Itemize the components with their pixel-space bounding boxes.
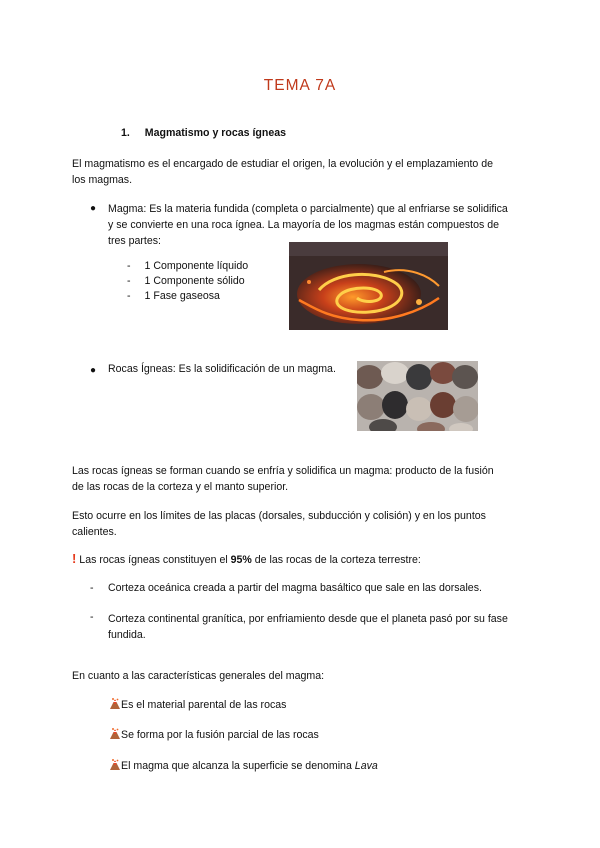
list-item-label: 1 Fase gaseosa <box>144 290 220 302</box>
occurrence-line: calientes. <box>72 526 117 538</box>
igneous-rocks-image <box>357 361 478 431</box>
intro-line: los magmas. <box>72 174 133 186</box>
magma-line: Magma: Es la materia fundida (completa o parcialmente) que al enfriarse se solidifica <box>108 203 508 215</box>
exclamation-icon: ! <box>72 551 77 566</box>
lava-term: Lava <box>354 760 378 772</box>
formation-line: Las rocas ígneas se forman cuando se enfría y solidifica un magma: producto de la fusión <box>72 465 494 477</box>
dash: - <box>90 611 94 623</box>
corteza-line: fundida. <box>108 629 146 641</box>
corteza-continental <box>108 611 538 643</box>
bullet-dot: ● <box>90 203 97 214</box>
magma-line: y se convierte en una roca ígnea. La mayoría de los magmas están compuestos de <box>108 219 500 231</box>
formation-line: de las rocas de la corteza y el manto superior. <box>72 481 289 493</box>
dash: - <box>127 260 131 272</box>
formation-paragraph <box>72 463 528 495</box>
list-item <box>127 289 248 304</box>
characteristic-item <box>110 728 319 741</box>
list-item-label: 1 Componente líquido <box>144 260 249 272</box>
percentage-post: de las rocas de la corteza terrestre: <box>251 554 421 566</box>
volcano-icon <box>110 759 120 770</box>
occurrence-paragraph <box>72 508 528 540</box>
bullet-dot: ● <box>90 365 97 376</box>
magma-line: tres partes: <box>108 235 161 247</box>
section-heading <box>121 127 286 139</box>
percentage-value: 95% <box>230 554 252 566</box>
characteristics-intro: En cuanto a las características generales del magma: <box>72 670 325 682</box>
dash: - <box>90 582 94 594</box>
section-number: 1. <box>121 127 130 139</box>
volcano-icon <box>110 728 120 739</box>
characteristic-label: Se forma por la fusión parcial de las rocas <box>121 729 319 741</box>
intro-paragraph <box>72 156 528 188</box>
volcano-icon <box>110 698 120 709</box>
intro-line: El magmatismo es el encargado de estudiar el origen, la evolución y el emplazamiento de <box>72 158 494 170</box>
lava-flow-image <box>289 242 448 330</box>
characteristic-item <box>110 759 378 772</box>
dash: - <box>127 275 131 287</box>
magma-parts-list <box>127 259 248 304</box>
occurrence-line: Esto ocurre en los límites de las placas (dorsales, subducción y colisión) y en los puntos <box>72 510 486 522</box>
characteristic-label: El magma que alcanza la superficie se denomina <box>121 760 355 772</box>
list-item <box>127 259 248 274</box>
list-item <box>127 274 248 289</box>
percentage-pre: Las rocas ígneas constituyen el <box>79 554 231 566</box>
list-item-label: 1 Componente sólido <box>144 275 245 287</box>
characteristic-label: Es el material parental de las rocas <box>121 699 287 711</box>
rocas-definition: Rocas Ígneas: Es la solidificación de un magma. <box>108 363 336 375</box>
section-title: Magmatismo y rocas ígneas <box>144 127 287 139</box>
percentage-statement <box>72 551 532 566</box>
page-title: TEMA 7A <box>263 77 337 94</box>
corteza-oceanica: Corteza oceánica creada a partir del magma basáltico que sale en las dorsales. <box>108 582 482 594</box>
characteristic-item <box>110 698 286 711</box>
dash: - <box>127 290 131 302</box>
corteza-line: Corteza continental granítica, por enfriamiento desde que el planeta pasó por su fase <box>108 613 508 625</box>
